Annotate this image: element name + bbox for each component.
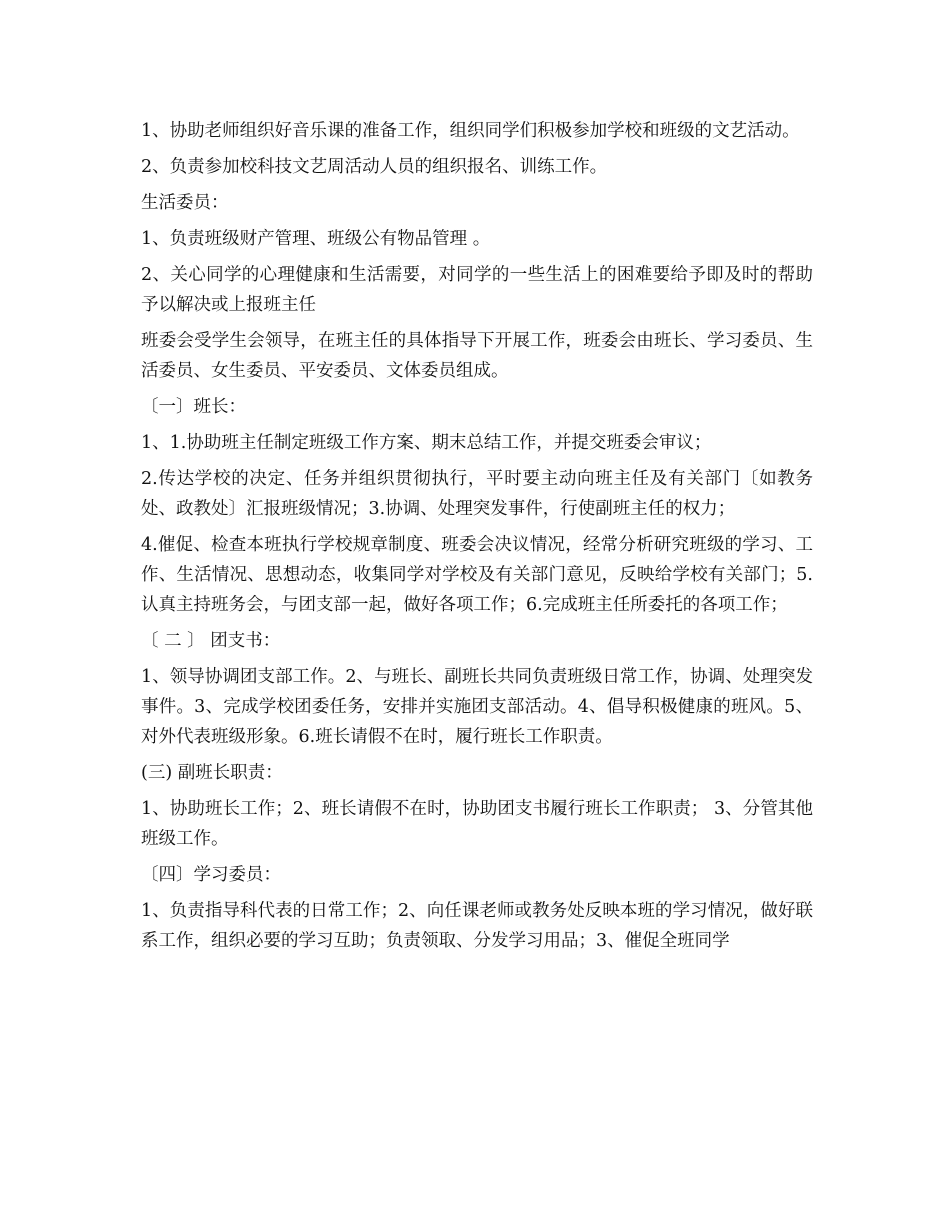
paragraph-life-duty-2: 2、关心同学的心理健康和生活需要，对同学的一些生活上的困难要给予即及时的帮助予以解决或上报班主任 [141, 265, 813, 315]
paragraph-life-duty-1: 1、负责班级财产管理、班级公有物品管理 。 [141, 229, 491, 249]
paragraph-league-duties: 1、领导协调团支部工作。2、与班长、副班长共同负责班级日常工作，协调、处理突发事件。3、完成学校团委任务，安排并实施团支部活动。4、倡导积极健康的班风。5、对外代表班级形象。6.班长请假不在时，履行班长工作职责。 [141, 667, 813, 747]
paragraph-monitor-duty-2: 2.传达学校的决定、任务并组织贯彻执行，平时要主动向班主任及有关部门〔如教务处、政教处〕汇报班级情况；3.协调、处理突发事件，行使副班主任的权力； [141, 469, 813, 519]
heading-class-monitor: 〔一〕班长： [141, 397, 246, 417]
paragraph-vice-monitor-duties: 1、协助班长工作；2、班长请假不在时，协助团支书履行班长工作职责； 3、分管其他 班级工作。 [141, 799, 813, 849]
heading-life-committee: 生活委员： [141, 193, 229, 213]
paragraph-arts-duty-2: 2、负责参加校科技文艺周活动人员的组织报名、训练工作。 [141, 157, 608, 177]
paragraph-arts-duty-1: 1、协助老师组织好音乐课的准备工作，组织同学们积极参加学校和班级的文艺活动。 [141, 121, 800, 141]
heading-vice-monitor: (三) 副班长职责： [141, 763, 283, 783]
paragraph-monitor-duty-1: 1、1.协助班主任制定班级工作方案、期末总结工作，并提交班委会审议； [141, 433, 712, 453]
document-body [141, 116, 813, 962]
paragraph-monitor-duty-3: 4.催促、检查本班执行学校规章制度、班委会决议情况，经常分析研究班级的学习、工作、生活情况、思想动态，收集同学对学校及有关部门意见，反映给学校有关部门；5.认真主持班务会，与团支部一起，做好各项工作；6.完成班主任所委托的各项工作； [141, 535, 813, 615]
heading-study-committee: 〔四〕学习委员： [141, 865, 281, 885]
paragraph-committee-overview: 班委会受学生会领导，在班主任的具体指导下开展工作，班委会由班长、学习委员、生活委员、女生委员、平安委员、文体委员组成。 [141, 331, 813, 381]
heading-league-secretary: 〔 二 〕 团支书： [141, 631, 281, 651]
paragraph-study-duties: 1、负责指导科代表的日常工作；2、向任课老师或教务处反映本班的学习情况，做好联系工作，组织必要的学习互助；负责领取、分发学习用品；3、催促全班同学 [141, 901, 813, 951]
